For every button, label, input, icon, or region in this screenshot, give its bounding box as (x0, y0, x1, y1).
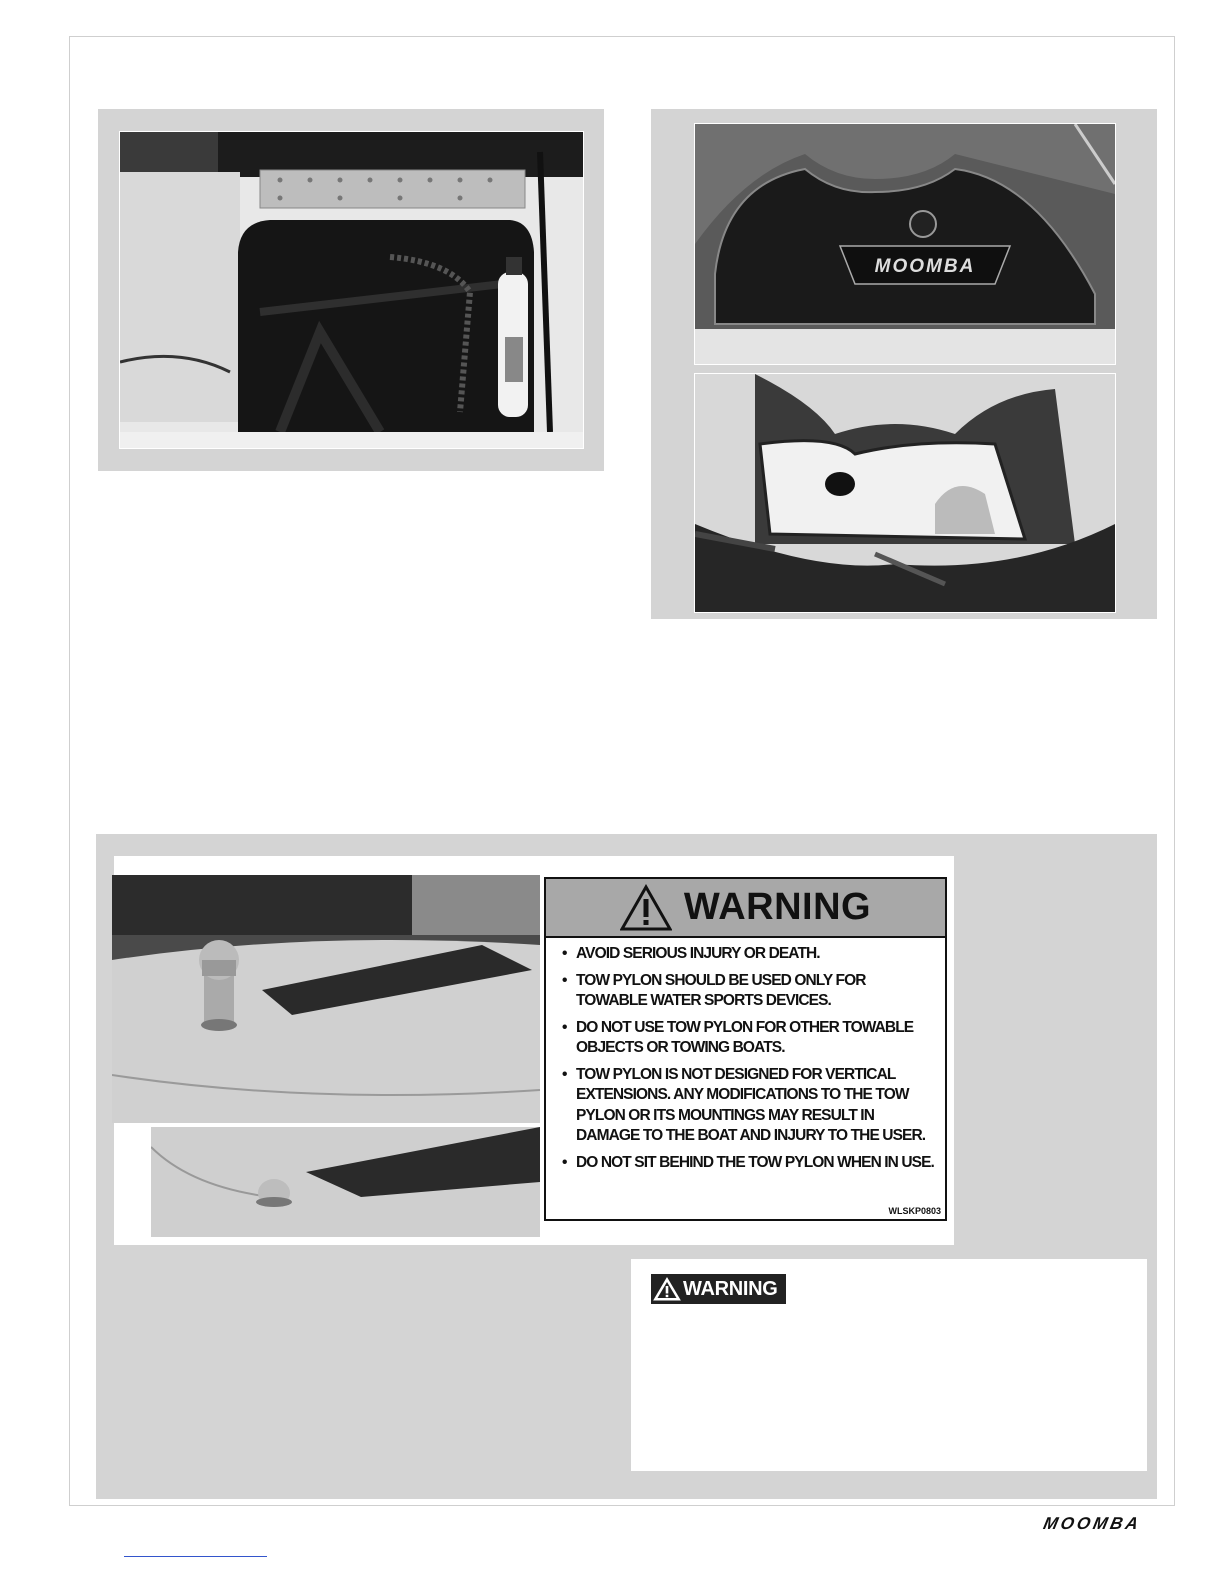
warning-label-header (546, 879, 945, 938)
warning-triangle-icon (653, 1276, 681, 1302)
moomba-footer-logo: MOOMBA (1041, 1514, 1144, 1533)
glovebox-photo-panel (651, 109, 1157, 619)
warning-item: • DO NOT SIT BEHIND THE TOW PYLON WHEN IN USE. (564, 1153, 935, 1174)
moomba-emblem-text: MOOMBA (874, 256, 976, 277)
warning-label-list (546, 938, 945, 1173)
tow-pylon-warning-label (544, 877, 947, 1221)
storage-compartment-photo (119, 131, 584, 449)
glovebox-closed-photo (694, 123, 1116, 365)
warning-label-code: WLSKP0803 (888, 1206, 941, 1216)
warning-triangle-icon (620, 884, 672, 932)
tow-pylon-extended-photo (112, 875, 540, 1123)
warning-callout-box (631, 1259, 1147, 1471)
warning-item: • DO NOT USE TOW PYLON FOR OTHER TOWABLE OBJECTS OR TOWING BOATS. (564, 1018, 935, 1059)
glovebox-open-photo (694, 373, 1116, 613)
warning-badge-label: WARNING (683, 1277, 778, 1300)
footer-link-underline (124, 1556, 267, 1557)
warning-label-title: WARNING (683, 886, 872, 928)
warning-item: • TOW PYLON SHOULD BE USED ONLY FOR TOWABLE WATER SPORTS DEVICES. (564, 971, 935, 1012)
warning-badge (651, 1274, 786, 1304)
warning-item: • TOW PYLON IS NOT DESIGNED FOR VERTICAL EXTENSIONS. ANY MODIFICATIONS TO THE TOW PYLON OR ITS MOUNTINGS MAY RESULT IN DAMAGE TO THE BOAT AND INJURY TO THE USER. (564, 1065, 935, 1147)
tow-pylon-retracted-photo (151, 1127, 540, 1237)
storage-photo-panel (98, 109, 604, 471)
warning-item: • AVOID SERIOUS INJURY OR DEATH. (564, 944, 935, 965)
